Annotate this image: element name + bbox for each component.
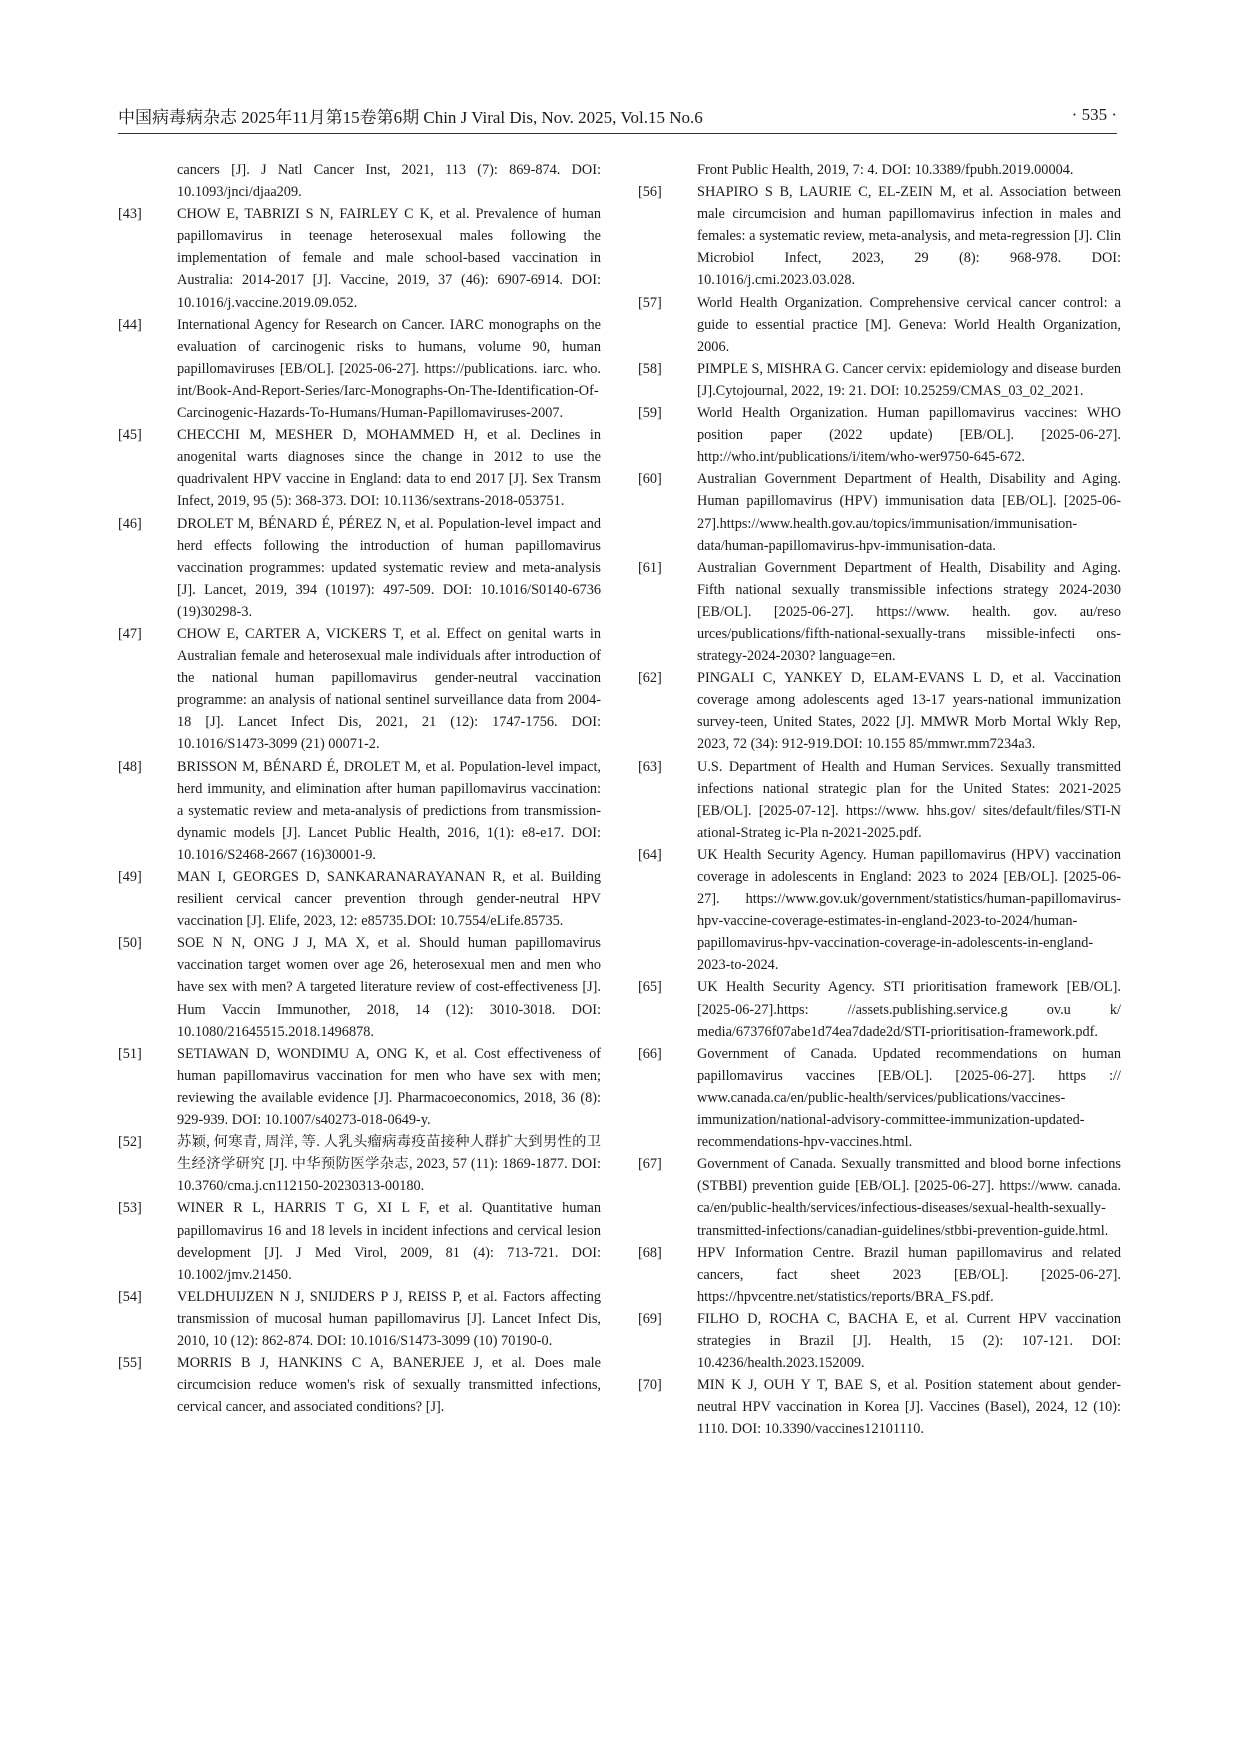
reference-number: [59]	[638, 405, 662, 422]
reference-number: [64]	[638, 846, 662, 863]
reference-item	[118, 203, 601, 313]
reference-text: Government of Canada. Sexually transmitted and blood borne infections (STBBI) prevention guide [EB/OL]. [2025-06-27]. https://www. canada. ca/en/public-health/services/infectious-diseases/sexual-health-sexually-transmitted-infections/canadian-guidelines/stbbi-prevention-guide.html.	[697, 1156, 1121, 1239]
reference-item	[638, 1308, 1121, 1374]
reference-item	[118, 623, 601, 756]
reference-text: CHOW E, CARTER A, VICKERS T, et al. Effect on genital warts in Australian female and heterosexual male individuals after introduction of the national human papillomavirus gender-neutral vaccination programme: an analysis of national sentinel surveillance data from 2004-18 [J]. Lancet Infect Dis, 2021, 21 (12): 1747-1756. DOI: 10.1016/S1473-3099 (21) 00071-2.	[177, 625, 601, 753]
reference-item	[638, 1242, 1121, 1308]
reference-item	[118, 932, 601, 1042]
reference-text: CHECCHI M, MESHER D, MOHAMMED H, et al. Declines in anogenital warts diagnoses since the change in 2012 to use the quadrivalent HPV vaccine in England: data to end 2017 [J]. Sex Transm Infect, 2019, 95 (5): 368-373. DOI: 10.1136/sextrans-2018-053751.	[177, 427, 601, 510]
reference-item	[118, 1131, 601, 1197]
reference-item	[638, 756, 1121, 844]
reference-number: [47]	[118, 625, 142, 642]
reference-text: Government of Canada. Updated recommendations on human papillomavirus vaccines [EB/OL]. [2025-06-27]. https :// www.canada.ca/en/public-health/services/publications/vaccines-immunization/national-advisory-committee-immunization-updated-recommendations-hpv-vaccines.html.	[697, 1045, 1121, 1151]
reference-number: [70]	[638, 1377, 662, 1394]
reference-text: cancers [J]. J Natl Cancer Inst, 2021, 113 (7): 869-874. DOI: 10.1093/jnci/djaa209.	[177, 162, 601, 201]
reference-text: SHAPIRO S B, LAURIE C, EL-ZEIN M, et al. Association between male circumcision and human papillomavirus infection in males and females: a systematic review, meta-analysis, and meta-regression [J]. Clin Microbiol Infect, 2023, 29 (8): 968-978. DOI: 10.1016/j.cmi.2023.03.028.	[697, 184, 1121, 289]
reference-number: [52]	[118, 1134, 142, 1151]
reference-text: FILHO D, ROCHA C, BACHA E, et al. Current HPV vaccination strategies in Brazil [J]. Health, 15 (2): 107-121. DOI: 10.4236/health.2023.152009.	[697, 1310, 1121, 1372]
reference-item	[638, 667, 1121, 755]
reference-number: [69]	[638, 1310, 662, 1327]
reference-number: [45]	[118, 427, 142, 444]
reference-number: [68]	[638, 1244, 662, 1261]
reference-number: [50]	[118, 935, 142, 952]
reference-item	[638, 402, 1121, 468]
reference-number: [44]	[118, 316, 142, 333]
reference-number: [49]	[118, 869, 142, 885]
reference-item	[638, 976, 1121, 1042]
reference-number: [51]	[118, 1045, 142, 1062]
reference-number: [54]	[118, 1288, 142, 1305]
reference-text: World Health Organization. Comprehensive cervical cancer control: a guide to essential practice [M]. Geneva: World Health Organization, 2006.	[697, 294, 1121, 355]
reference-text: MAN I, GEORGES D, SANKARANARAYANAN R, et al. Building resilient cervical cancer prevention through gender-neutral HPV vaccination [J]. Elife, 2023, 12: e85735.DOI: 10.7554/eLife.85735.	[177, 869, 601, 930]
reference-column-left	[118, 159, 601, 1418]
reference-item	[638, 1153, 1121, 1241]
reference-text: International Agency for Research on Cancer. IARC monographs on the evaluation of carcinogenic risks to humans, volume 90, human papillomaviruses [EB/OL]. [2025-06-27]. https://publications. iarc. who. int/Book-And-Report-Series/Iarc-Monographs-On-The-Identification-Of-Carcinogenic-Hazards-To-Humans/Human-Papillomaviruses-2007.	[177, 316, 601, 422]
reference-text: Australian Government Department of Health, Disability and Aging. Fifth national sexually transmissible infections strategy 2024-2030 [EB/OL]. [2025-06-27]. https://www. health. gov. au/reso urces/publications/fifth-national-sexually-trans missible-infecti ons-strategy-2024-2030? language=en.	[697, 559, 1121, 665]
reference-number: [48]	[118, 758, 142, 775]
reference-number: [63]	[638, 758, 662, 775]
reference-item	[638, 557, 1121, 667]
reference-item	[638, 468, 1121, 556]
reference-item	[638, 1043, 1121, 1153]
reference-item	[118, 513, 601, 623]
reference-number: [46]	[118, 515, 142, 532]
reference-text: CHOW E, TABRIZI S N, FAIRLEY C K, et al. Prevalence of human papillomavirus in teenage heterosexual males following the implementation of female and male school-based vaccination in Australia: 2014-2017 [J]. Vaccine, 2019, 37 (46): 6907-6914. DOI: 10.1016/j.vaccine.2019.09.052.	[177, 206, 601, 311]
reference-item	[118, 314, 601, 424]
reference-text: UK Health Security Agency. STI prioritisation framework [EB/OL]. [2025-06-27].https: //assets.publishing.service.g ov.u k/ media/67376f07abe1d74ea7dade2d/STI-prioritisation-framework.pdf.	[697, 979, 1121, 1040]
reference-text: PIMPLE S, MISHRA G. Cancer cervix: epidemiology and disease burden [J].Cytojournal, 2022, 19: 21. DOI: 10.25259/CMAS_03_02_2021.	[697, 360, 1121, 399]
reference-text: HPV Information Centre. Brazil human papillomavirus and related cancers, fact sheet 2023 [EB/OL]. [2025-06-27]. https://hpvcentre.net/statistics/reports/BRA_FS.pdf.	[697, 1244, 1121, 1305]
running-header	[118, 100, 1117, 130]
reference-text: 苏颖, 何寒青, 周洋, 等. 人乳头瘤病毒疫苗接种人群扩大到男性的卫生经济学研究 [J]. 中华预防医学杂志, 2023, 57 (11): 1869-1877. DOI: 10.3760/cma.j.cn112150-20230313-00180.	[177, 1134, 601, 1195]
reference-text: WINER R L, HARRIS T G, XI L F, et al. Quantitative human papillomavirus 16 and 18 levels in incident infections and cervical lesion development [J]. J Med Virol, 2009, 81 (4): 713-721. DOI: 10.1002/jmv.21450.	[177, 1200, 601, 1283]
reference-text: UK Health Security Agency. Human papillomavirus (HPV) vaccination coverage in adolescents in England: 2023 to 2024 [EB/OL]. [2025-06-27]. https://www.gov.uk/government/statistics/human-papillomavirus-hpv-vaccine-coverage-estimates-in-england-2023-to-2024/human-papillomavirus-hpv-vaccination-coverage-in-adolescents-in-england-2023-to-2024.	[697, 846, 1121, 974]
reference-number: [65]	[638, 979, 662, 996]
page-number: · 535 ·	[1071, 105, 1117, 124]
reference-number: [57]	[638, 294, 662, 311]
reference-number: [56]	[638, 184, 662, 201]
reference-item	[118, 1352, 601, 1418]
reference-item	[638, 181, 1121, 291]
reference-text: VELDHUIJZEN N J, SNIJDERS P J, REISS P, et al. Factors affecting transmission of mucosal human papillomavirus [J]. Lancet Infect Dis, 2010, 10 (12): 862-874. DOI: 10.1016/S1473-3099 (10) 70190-0.	[177, 1288, 601, 1349]
reference-text: U.S. Department of Health and Human Services. Sexually transmitted infections national strategic plan for the United States: 2021-2025 [EB/OL]. [2025-07-12]. https://www. hhs.gov/ sites/default/files/STI-N ational-Strateg ic-Pla n-2021-2025.pdf.	[697, 758, 1121, 841]
reference-item	[638, 844, 1121, 977]
reference-item	[638, 159, 1121, 181]
reference-number: [53]	[118, 1200, 142, 1217]
reference-number: [62]	[638, 670, 662, 687]
reference-item	[638, 1374, 1121, 1440]
reference-number: [43]	[118, 206, 142, 223]
reference-number: [66]	[638, 1045, 662, 1062]
reference-item	[118, 424, 601, 512]
reference-item	[118, 1197, 601, 1285]
reference-text: SETIAWAN D, WONDIMU A, ONG K, et al. Cost effectiveness of human papillomavirus vaccination for men who have sex with men; reviewing the available evidence [J]. Pharmacoeconomics, 2018, 36 (8): 929-939. DOI: 10.1007/s40273-018-0649-y.	[177, 1045, 601, 1129]
reference-text: Australian Government Department of Health, Disability and Aging. Human papillomavirus (HPV) immunisation data [EB/OL]. [2025-06-27].https://www.health.gov.au/topics/immunisation/immunisation-data/human-papillomavirus-hpv-immunisation-data.	[697, 471, 1121, 554]
reference-text: DROLET M, BÉNARD É, PÉREZ N, et al. Population-level impact and herd effects following the introduction of human papillomavirus vaccination programmes: updated systematic review and meta-analysis [J]. Lancet, 2019, 394 (10197): 497-509. DOI: 10.1016/S0140-6736 (19)30298-3.	[177, 515, 601, 620]
reference-item	[118, 866, 601, 932]
reference-text: BRISSON M, BÉNARD É, DROLET M, et al. Population-level impact, herd immunity, and elimination after human papillomavirus vaccination: a systematic review and meta-analysis of predictions from transmission-dynamic models [J]. Lancet Public Health, 2016, 1(1): e8-e17. DOI: 10.1016/S2468-2667 (16)30001-9.	[177, 758, 601, 863]
reference-item	[638, 292, 1121, 358]
reference-item	[118, 159, 601, 203]
reference-number: [60]	[638, 471, 662, 488]
reference-text: MORRIS B J, HANKINS C A, BANERJEE J, et al. Does male circumcision reduce women's risk of sexually transmitted infections, cervical cancer, and associated conditions? [J].	[177, 1355, 601, 1416]
reference-text: World Health Organization. Human papillomavirus vaccines: WHO position paper (2022 update) [EB/OL]. [2025-06-27]. http://who.int/publications/i/item/who-wer9750-645-672.	[697, 405, 1121, 466]
reference-text: SOE N N, ONG J J, MA X, et al. Should human papillomavirus vaccination target women over age 26, heterosexual men and men who have sex with men? A targeted literature review of cost-effectiveness [J]. Hum Vaccin Immunother, 2018, 14 (12): 3010-3018. DOI: 10.1080/21645515.2018.1496878.	[177, 935, 601, 1040]
reference-text: Front Public Health, 2019, 7: 4. DOI: 10.3389/fpubh.2019.00004.	[697, 162, 1074, 178]
reference-item	[638, 358, 1121, 402]
reference-number: [58]	[638, 360, 662, 377]
reference-number: [61]	[638, 559, 662, 576]
header-rule	[118, 133, 1117, 134]
journal-citation: 中国病毒病杂志 2025年11月第15卷第6期 Chin J Viral Dis, Nov. 2025, Vol.15 No.6	[118, 107, 703, 127]
reference-text: MIN K J, OUH Y T, BAE S, et al. Position statement about gender-neutral HPV vaccination in Korea [J]. Vaccines (Basel), 2024, 12 (10): 1110. DOI: 10.3390/vaccines12101110.	[697, 1377, 1121, 1438]
reference-number: [55]	[118, 1355, 142, 1372]
reference-number: [67]	[638, 1156, 662, 1173]
reference-column-right	[638, 159, 1121, 1440]
reference-item	[118, 1043, 601, 1131]
reference-item	[118, 756, 601, 866]
reference-item	[118, 1286, 601, 1352]
reference-text: PINGALI C, YANKEY D, ELAM-EVANS L D, et al. Vaccination coverage among adolescents aged 13-17 years-national immunization survey-teen, United States, 2022 [J]. MMWR Morb Mortal Wkly Rep, 2023, 72 (34): 912-919.DOI: 10.155 85/mmwr.mm7234a3.	[697, 670, 1121, 753]
